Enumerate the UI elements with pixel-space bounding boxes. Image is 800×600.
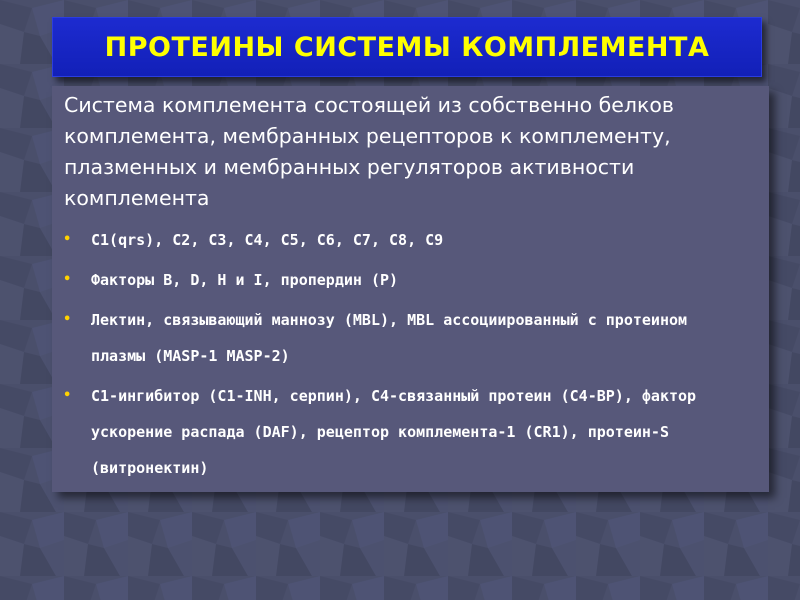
list-item [60,378,750,486]
bullet-text: Факторы B, D, H и I, пропердин (P) [91,271,399,289]
list-item [60,222,750,258]
bullet-list [60,222,750,490]
bullet-text: Лектин, связывающий маннозу (MBL), MBL ассоциированный с протеином плазмы (MASP-1 MASP-2) [91,311,688,365]
list-item [60,262,750,298]
list-item [60,302,750,374]
content-panel [52,86,769,492]
title-banner [52,17,762,77]
slide-title: ПРОТЕИНЫ СИСТЕМЫ КОМПЛЕМЕНТА [104,31,710,63]
intro-text: Система комплемента состоящей из собственно белков комплемента, мембранных рецепторов к комплементу, плазменных и мембранных регуляторов активности комплемента [64,93,675,210]
bullet-text: C1-ингибитор (C1-INH, серпин), C4-связанный протеин (C4-BP), фактор ускорение распада (DAF), рецептор комплемента-1 (CR1), протеин-S (витронектин) [91,387,697,477]
bullet-icon: • [63,272,72,287]
bullet-icon: • [63,312,72,327]
bullet-icon: • [63,388,72,403]
bullet-text: C1(qrs), C2, C3, C4, C5, C6, C7, C8, C9 [91,231,444,249]
bullet-icon: • [63,232,72,247]
